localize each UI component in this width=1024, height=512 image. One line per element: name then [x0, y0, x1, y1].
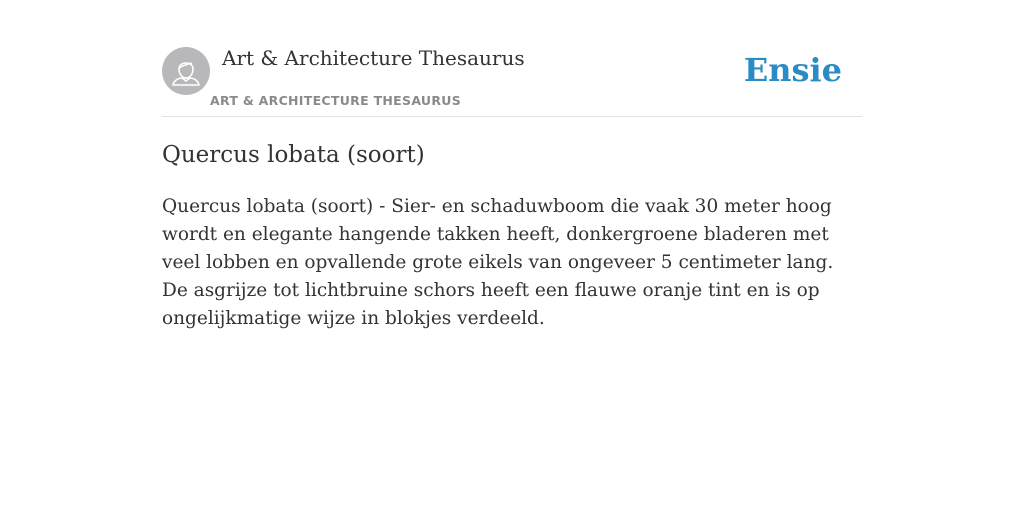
user-avatar-icon[interactable]: [162, 47, 210, 95]
article-title: Quercus lobata (soort): [162, 142, 425, 168]
article-header: [162, 0, 862, 117]
ensie-logo[interactable]: Ensie: [743, 51, 842, 89]
article-body: Quercus lobata (soort) - Sier- en schaduwboom die vaak 30 meter hoog wordt en elegante hangende takken heeft, donkergroene bladeren met veel lobben en opvallende grote eikels van ongeveer 5 centimeter lang. De asgrijze tot lichtbruine schors heeft een flauwe oranje tint en is op ongelijkmatige wijze in blokjes verdeeld.: [162, 196, 834, 329]
publisher-label[interactable]: ART & ARCHITECTURE THESAURUS: [210, 93, 462, 108]
author-name[interactable]: Art & Architecture Thesaurus: [222, 46, 525, 70]
